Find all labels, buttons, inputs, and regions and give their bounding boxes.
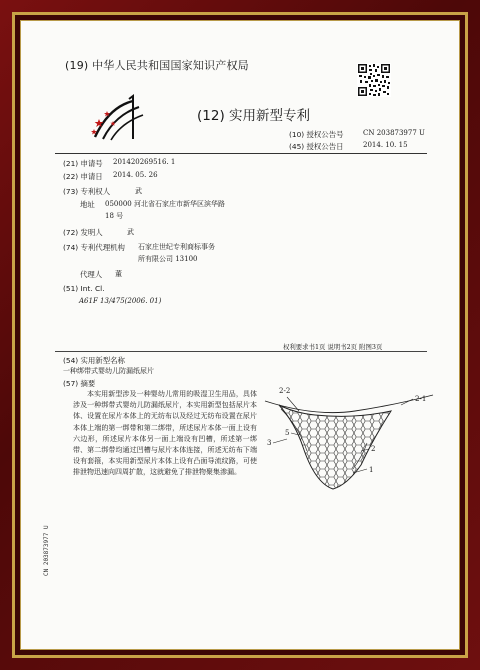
side-publication-number: CN 203873977 U [43, 525, 50, 576]
pub-no-value: CN 203873977 U [363, 129, 425, 137]
pub-no-label: (10) 授权公告号 [289, 130, 344, 139]
intcl-value: A61F 13/475(2006. 01) [79, 297, 162, 305]
agent-value: 董 [115, 270, 122, 278]
fig-label-5: 5 [285, 429, 290, 437]
inventor-value: 武 [127, 228, 134, 236]
abstract-text [73, 389, 257, 479]
address-line-1: 050000 河北省石家庄市新华区滨华路 [105, 200, 225, 208]
utility-model-title: 一种绑带式婴幼儿防漏纸尿片 [63, 367, 154, 375]
pub-date-label: (45) 授权公告日 [289, 142, 344, 151]
owner-value: 武 [135, 187, 142, 195]
app-no-value: 201420269516. 1 [113, 158, 176, 166]
sipo-logo-icon [89, 93, 159, 143]
qr-code-icon [357, 63, 391, 97]
agency-line-1: 石家庄世纪专利商标事务 [138, 243, 215, 251]
agent-label: 代理人 [80, 270, 103, 279]
app-date-label: (22) 申请日 [63, 172, 103, 181]
agency-line-2: 所有限公司 13100 [138, 255, 198, 263]
fig-label-2: 2 [371, 445, 376, 453]
inventor-label: (72) 发明人 [63, 228, 103, 237]
pub-date-value: 2014. 10. 15 [363, 141, 408, 149]
title-label: (54) 实用新型名称 [63, 356, 125, 365]
address-line-2: 18 号 [105, 212, 124, 220]
agency-label: (74) 专利代理机构 [63, 243, 125, 252]
address-label: 地址 [80, 200, 95, 209]
app-date-value: 2014. 05. 26 [113, 171, 158, 179]
office-name: (19) 中华人民共和国国家知识产权局 [65, 59, 249, 72]
fig-label-2-1: 2-1 [415, 395, 427, 403]
owner-label: (73) 专利权人 [63, 187, 111, 196]
patent-document [20, 20, 460, 650]
section-rule [55, 351, 427, 352]
fig-label-3: 3 [267, 439, 272, 447]
page-counts: 权利要求书1页 说明书2页 附图3页 [283, 343, 383, 351]
fig-label-1: 1 [369, 466, 374, 474]
app-no-label: (21) 申请号 [63, 159, 103, 168]
document-type: (12) 实用新型专利 [197, 108, 311, 124]
header-rule [55, 153, 427, 154]
abstract-label: (57) 摘要 [63, 379, 96, 388]
intcl-label: (51) Int. Cl. [63, 284, 105, 293]
fig-label-2-2: 2-2 [279, 387, 291, 395]
diaper-figure [255, 365, 445, 495]
abstract-body: 本实用新型涉及一种婴幼儿常用的吸湿卫生用品，具体涉及一种绑带式婴幼儿防漏纸尿片，本实用新型包括尿片本体、设置在尿片本体上的无纺布以及经过无纺布设置在尿片本体上端的第一绑带和第二绑带，所述尿片本体一面上设有六边形，所述尿片本体另一面上端设有凹槽，所述第一绑带、第二绑带均通过凹槽与尿片本体连接，所述无纺布下端设有套箍，本实用新型尿片本体上设有凸面导流纹路，可使排泄物迅速向四周扩散，这就避免了排泄物聚集渗漏。 [73, 390, 257, 477]
